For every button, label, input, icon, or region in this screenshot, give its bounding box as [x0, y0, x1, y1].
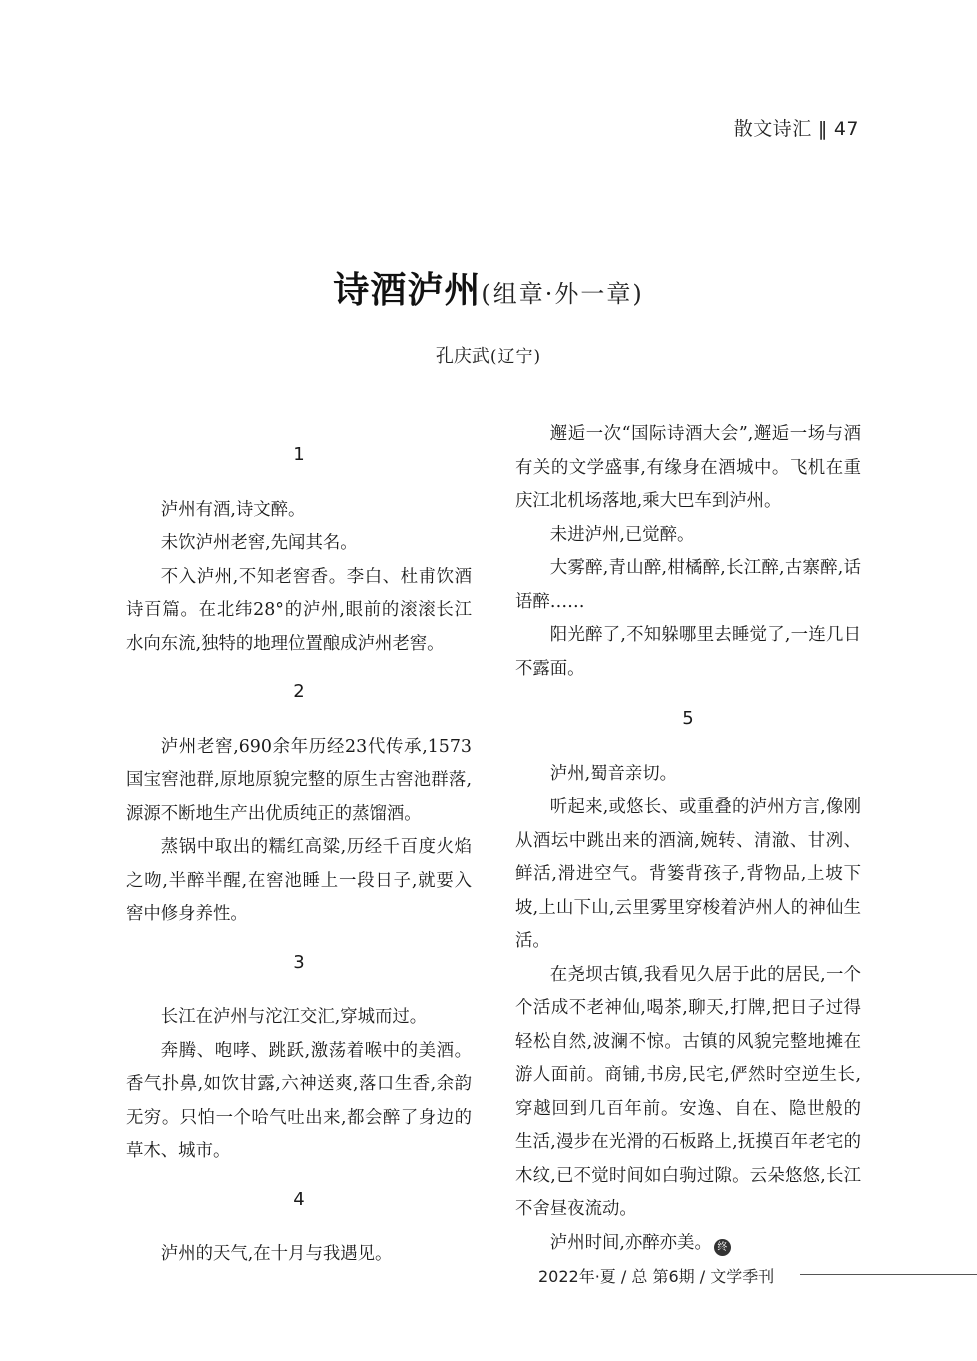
right-column [515, 418, 861, 1260]
paragraph: 不入泸州,不知老窖香。李白、杜甫饮酒诗百篇。在北纬28°的泸州,眼前的滚滚长江水向东流,独特的地理位置酿成泸州老窖。 [126, 566, 472, 654]
section-name: 散文诗汇 [733, 118, 812, 140]
section-number-4: 4 [293, 1188, 305, 1210]
paragraph: 未饮泸州老窖,先闻其名。 [160, 533, 358, 553]
article-title: 诗酒泸州 [333, 270, 482, 311]
author-line [0, 342, 977, 368]
paragraph: 听起来,或悠长、或重叠的泸州方言,像刚从酒坛中跳出来的酒滴,婉转、清澈、甘冽、鲜活,滑进空气。背篓背孩子,背物品,上坡下坡,上山下山,云里雾里穿梭着泸州人的神仙生活。 [515, 797, 861, 951]
section-separator: ‖ [817, 118, 828, 140]
footer-rule [800, 1274, 977, 1275]
author-name: 孔庆武 [435, 346, 490, 367]
paragraph: 未进泸州,已觉醉。 [549, 524, 695, 545]
end-mark-icon: 终 [714, 1239, 731, 1256]
article-title-block [0, 262, 977, 313]
paragraph: 泸州,蜀音亲切。 [549, 763, 678, 784]
article-subtitle: (组章·外一章) [481, 280, 644, 308]
paragraph: 邂逅一次“国际诗酒大会”,邂逅一场与酒有关的文学盛事,有缘身在酒城中。飞机在重庆江北机场落地,乘大巴车到泸州。 [515, 424, 861, 511]
paragraph: 泸州老窖,690余年历经23代传承,1573国宝窖池群,原地原貌完整的原生古窖池群落,源源不断地生产出优质纯正的蒸馏酒。 [126, 736, 472, 824]
section-number-3: 3 [293, 951, 305, 973]
paragraph: 蒸锅中取出的糯红高粱,历经千百度火焰之吻,半醉半醒,在窖池睡上一段日子,就要入窖中修身养性。 [126, 837, 472, 924]
paragraph: 长江在泸州与沱江交汇,穿城而过。 [160, 1007, 428, 1027]
author-region: (辽宁) [489, 347, 542, 367]
section-number-2: 2 [293, 681, 305, 702]
paragraph: 奔腾、咆哮、跳跃,激荡着喉中的美酒。香气扑鼻,如饮甘露,六神送爽,落口生香,余韵无穷。只怕一个哈气吐出来,都会醉了身边的草木、城市。 [126, 1040, 472, 1161]
issue-footer: 2022年·夏 / 总 第6期 / 文学季刊 [538, 1267, 775, 1286]
closing-paragraph [515, 1227, 861, 1261]
paragraph: 泸州的天气,在十月与我遇见。 [160, 1244, 393, 1264]
left-column [126, 438, 472, 1272]
section-number-5: 5 [682, 708, 694, 729]
paragraph: 在尧坝古镇,我看见久居于此的居民,一个个活成不老神仙,喝茶,聊天,打牌,把日子过得轻松自然,波澜不惊。古镇的风貌完整地摊在游人面前。商铺,书房,民宅,俨然时空逆生长,穿越回到几百年前。安逸、自在、隐世般的生活,漫步在光滑的石板路上,抚摸百年老宅的木纹,已不觉时间如白驹过隙。云朵悠悠,长江不舍昼夜流动。 [515, 964, 861, 1219]
closing-text: 泸州时间,亦醉亦美。 [549, 1232, 712, 1253]
paragraph: 阳光醉了,不知躲哪里去睡觉了,一连几日不露面。 [515, 625, 861, 679]
running-head [734, 114, 859, 141]
paragraph: 泸州有酒,诗文醉。 [160, 499, 306, 520]
paragraph: 大雾醉,青山醉,柑橘醉,长江醉,古寨醉,话语醉…… [515, 558, 861, 612]
page-number: 47 [833, 118, 859, 140]
section-number-1: 1 [293, 444, 305, 465]
